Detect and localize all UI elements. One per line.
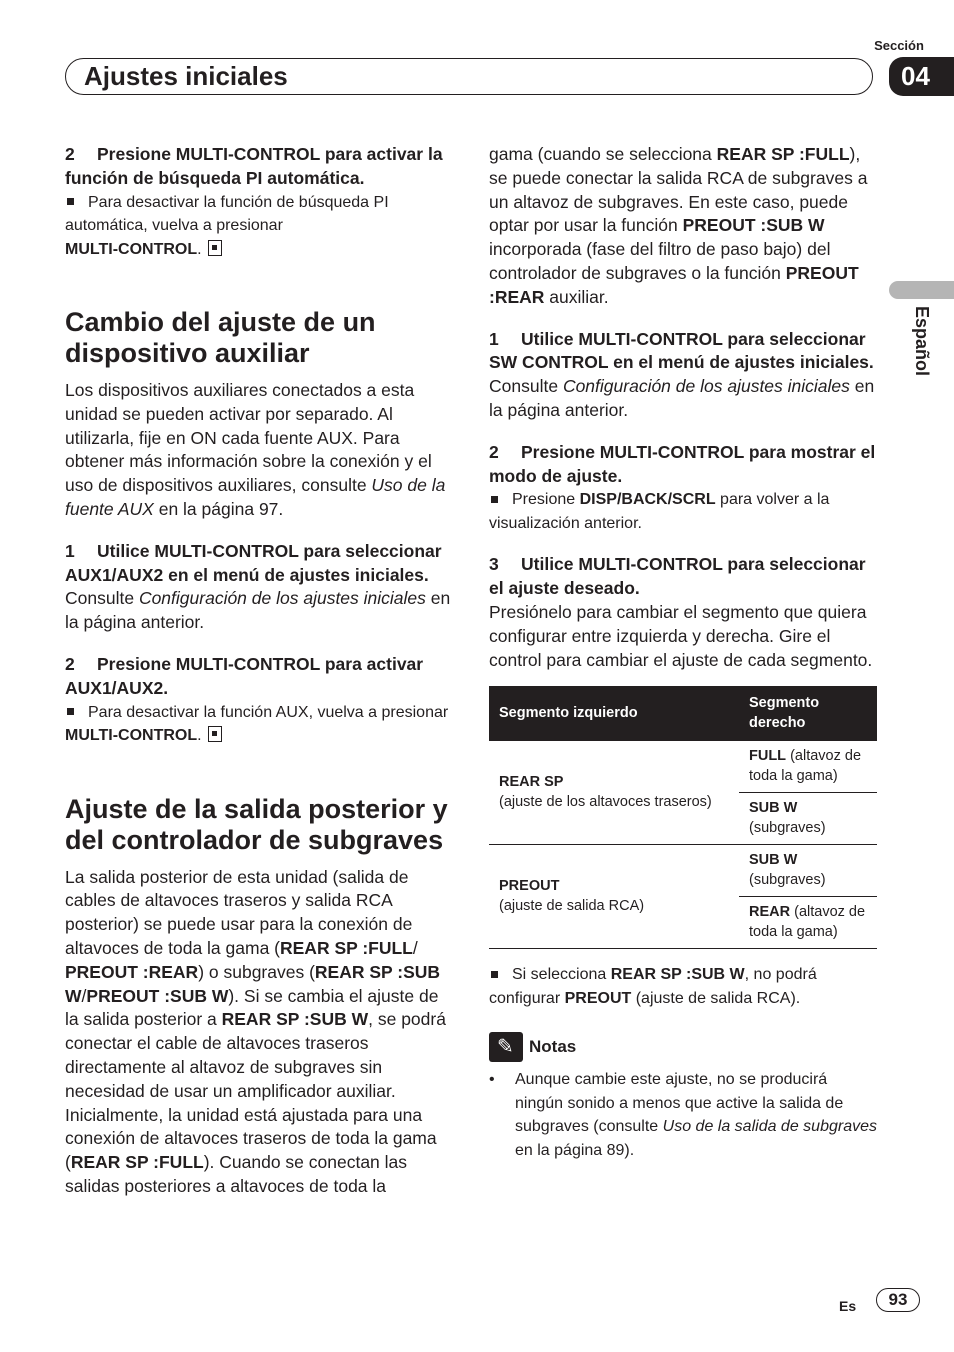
step-sw-select: 1 Utilice MULTI-CONTROL para seleccionar SW CONTROL en el menú de ajustes iniciales. — [489, 328, 874, 373]
rear-body-continued: gama (cuando se selecciona REAR SP :FULL), se puede conectar la salida RCA de subgraves a un altavoz de subgraves. En este caso, puede optar por usar la función PREOUT :SUB W incorporada (fase del filtro de paso bajo) del controlador de subgraves o la función PREOUT :REAR auxiliar. — [489, 144, 868, 307]
table-cell-full: FULL (altavoz de toda la gama) — [739, 741, 877, 793]
table-cell-subw-preout: SUB W (subgraves) — [739, 845, 877, 897]
heading-rear-output: Ajuste de la salida posterior y del controlador de subgraves — [65, 793, 448, 855]
aux-step1-ref: Consulte Configuración de los ajustes iniciales en la página anterior. — [65, 588, 451, 633]
table-header-right: Segmento derecho — [739, 686, 877, 741]
bullet-icon — [491, 496, 498, 503]
table-cell-preout: PREOUT (ajuste de salida RCA) — [489, 845, 739, 949]
aux-note: Para desactivar la función AUX, vuelva a presionar MULTI-CONTROL. — [65, 703, 449, 745]
rear-body: La salida posterior de esta unidad (salida de cables de altavoces traseros y salida RCA posterior) se puede usar para la conexión de altavoces de toda la gama (REAR SP :FULL/ PREOUT :REAR) o subgraves (REAR SP :SUB W/PREOUT :SUB W). Si se cambia el ajuste de la salida posterior a REAR SP :SUB W, se podrá conectar el cable de altavoces traseros directamente al altavoz de subgraves sin necesidad de usar un amplificador auxiliar. — [65, 866, 446, 1101]
step1-ref: Consulte Configuración de los ajustes iniciales en la página anterior. — [489, 376, 875, 420]
bullet-icon — [491, 971, 498, 978]
table-cell-rear: REAR (altavoz de toda la gama) — [739, 897, 877, 949]
bullet-icon — [67, 708, 74, 715]
step2-note: Presione DISP/BACK/SCRL para volver a la visualización anterior. — [489, 491, 830, 532]
table-header-left: Segmento izquierdo — [489, 686, 739, 741]
step-show-mode: 2 Presione MULTI-CONTROL para mostrar el modo de ajuste. — [489, 441, 876, 486]
end-mark-icon — [208, 726, 222, 742]
notes-heading: ✎ Notas — [489, 1032, 879, 1062]
language-label: Español — [912, 306, 932, 377]
language-tab — [889, 281, 954, 299]
heading-aux: Cambio del ajuste de un dispositivo auxiliar — [65, 307, 376, 369]
right-column — [489, 143, 879, 1162]
step-pi-activate: 2 Presione MULTI-CONTROL para activar la función de búsqueda PI automática. — [65, 144, 443, 188]
table-header-row — [489, 686, 877, 741]
bullet-icon — [67, 198, 74, 205]
step-aux-activate: 2 Presione MULTI-CONTROL para activar AUX1/AUX2. — [65, 654, 424, 698]
end-mark-icon — [208, 240, 222, 256]
list-item: • Aunque cambie este ajuste, no se producirá ningún sonido a menos que active la salida de subgraves (consulte Uso de la salida de subgraves en la página 89). — [489, 1071, 877, 1159]
step-aux-select: 1 Utilice MULTI-CONTROL para seleccionar AUX1/AUX2 en el menú de ajustes iniciales. — [65, 540, 442, 585]
step3-body: Presiónelo para cambiar el segmento que quiera configurar entre izquierda y derecha. Gire el control para cambiar el ajuste de cada segmento. — [489, 601, 873, 670]
rear-body-2: Inicialmente, la unidad está ajustada para una conexión de altavoces traseros de toda la gama (REAR SP :FULL). Cuando se conectan las salidas posteriores a altavoces de toda la — [65, 1104, 437, 1197]
left-column — [65, 143, 453, 1199]
table-row — [489, 845, 877, 897]
table-cell-subw: SUB W (subgraves) — [739, 793, 877, 845]
table-cell-rear-sp: REAR SP (ajuste de los altavoces traseros) — [489, 741, 739, 845]
aux-body: Los dispositivos auxiliares conectados a esta unidad se pueden activar por separado. Al utilizarla, fije en ON cada fuente AUX. Para obtener más información sobre la conexión y el uso de dispositivos auxiliares, consulte Uso de la fuente AUX en la página 97. — [65, 380, 446, 520]
page-number: 93 — [876, 1288, 920, 1312]
section-number-badge: 04 — [889, 57, 954, 96]
after-table-note: Si selecciona REAR SP :SUB W, no podrá configurar PREOUT (ajuste de salida RCA). — [489, 966, 817, 1007]
section-label: Sección — [874, 38, 924, 53]
pi-note: Para desactivar la función de búsqueda PI automática, vuelva a presionar MULTI-CONTROL. — [65, 193, 389, 258]
segment-table — [489, 686, 877, 949]
table-row — [489, 741, 877, 793]
footer-language: Es — [839, 1298, 857, 1314]
pencil-icon — [489, 1032, 523, 1062]
page-title: Ajustes iniciales — [84, 61, 288, 91]
step-select-setting: 3 Utilice MULTI-CONTROL para seleccionar el ajuste deseado. — [489, 554, 866, 599]
